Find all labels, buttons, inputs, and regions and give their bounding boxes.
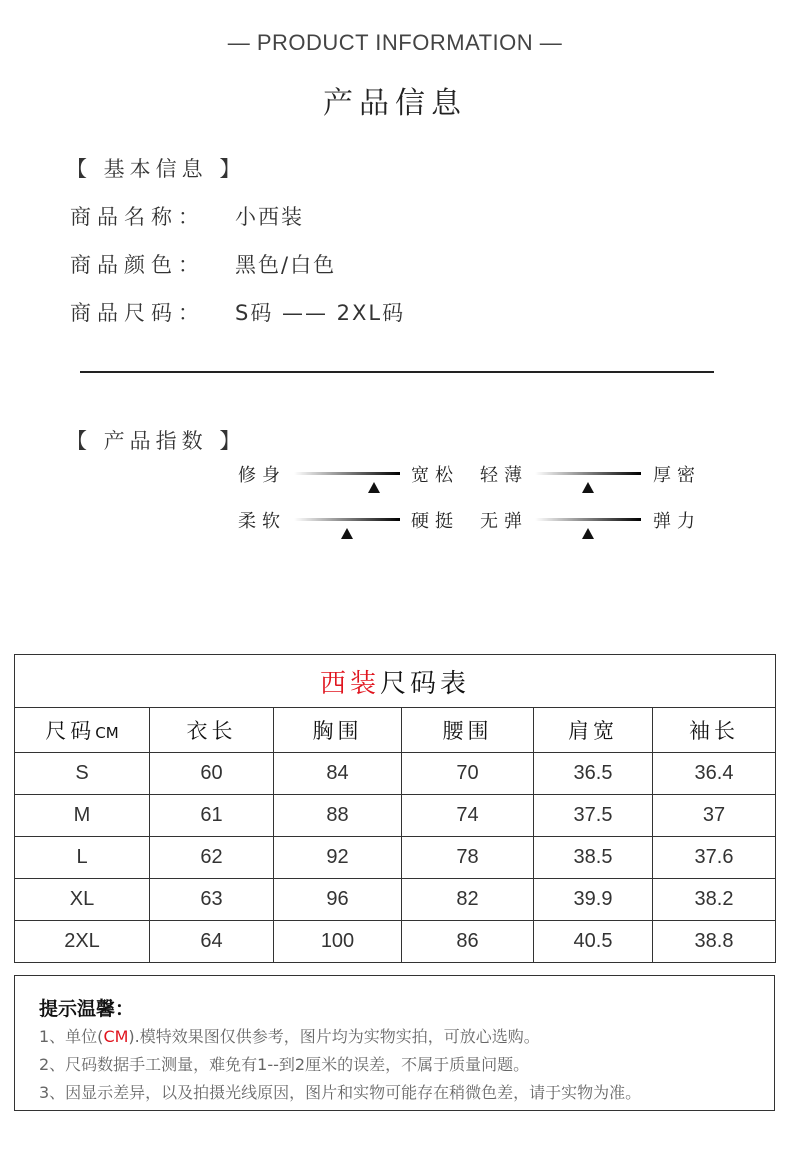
info-label: 商品颜色： [70, 253, 205, 277]
table-cell: M [15, 795, 150, 837]
scale-left-label: 修身 [238, 465, 286, 486]
info-row-name [70, 201, 304, 231]
column-header-waist: 腰围 [402, 708, 534, 753]
size-chart-title [15, 655, 776, 708]
info-label: 商品尺码： [70, 301, 205, 325]
table-cell: 38.2 [653, 879, 776, 921]
chinese-heading: 产品信息 [323, 86, 467, 121]
scale-marker-icon [582, 482, 594, 493]
table-cell: 74 [402, 795, 534, 837]
scale-bar [535, 518, 641, 521]
table-cell: 36.5 [534, 753, 653, 795]
scale-left-label: 轻薄 [480, 465, 528, 486]
index-scale-elasticity [535, 518, 641, 524]
table-cell: 38.8 [653, 921, 776, 963]
table-cell: 88 [274, 795, 402, 837]
info-value: S码 —— 2XL码 [235, 301, 406, 325]
table-cell: 40.5 [534, 921, 653, 963]
index-scale-thickness [535, 472, 641, 478]
section-divider [80, 371, 714, 373]
info-row-size [70, 297, 405, 327]
table-cell: 38.5 [534, 837, 653, 879]
size-chart-table [14, 654, 776, 963]
table-row [15, 921, 776, 963]
column-header-sleeve: 袖长 [653, 708, 776, 753]
table-cell: 60 [150, 753, 274, 795]
table-cell: 37.6 [653, 837, 776, 879]
table-cell: 92 [274, 837, 402, 879]
tips-unit: CM [103, 1027, 129, 1046]
table-cell: 82 [402, 879, 534, 921]
table-row [15, 837, 776, 879]
scale-marker-icon [582, 528, 594, 539]
table-cell: 62 [150, 837, 274, 879]
scale-bar [294, 472, 400, 475]
table-cell: 64 [150, 921, 274, 963]
scale-marker-icon [341, 528, 353, 539]
scale-right-label: 弹力 [653, 511, 701, 532]
tips-title: 提示温馨： [39, 998, 135, 1020]
table-cell: 36.4 [653, 753, 776, 795]
table-cell: 86 [402, 921, 534, 963]
table-row [15, 795, 776, 837]
column-header-length: 衣长 [150, 708, 274, 753]
table-cell: 70 [402, 753, 534, 795]
scale-marker-icon [368, 482, 380, 493]
tips-line-1: 1、单位(CM).模特效果图仅供参考，图片均为实物实拍，可放心选购。 [39, 1027, 540, 1046]
table-cell: 96 [274, 879, 402, 921]
tips-box [14, 975, 775, 1111]
tips-line-2: 2、尺码数据手工测量，难免有1--到2厘米的误差，不属于质量问题。 [39, 1055, 530, 1074]
basic-info-heading: 【 基本信息 】 [66, 157, 246, 181]
column-header-size: 尺码CM [15, 708, 150, 753]
table-cell: S [15, 753, 150, 795]
scale-left-label: 无弹 [480, 511, 528, 532]
product-index-heading: 【 产品指数 】 [66, 429, 246, 453]
scale-right-label: 宽松 [411, 465, 459, 486]
info-value: 黑色/白色 [235, 253, 337, 277]
index-scale-fit [294, 472, 400, 478]
scale-bar [294, 518, 400, 521]
unit-label: CM [95, 724, 119, 742]
table-cell: 78 [402, 837, 534, 879]
column-header-chest: 胸围 [274, 708, 402, 753]
table-cell: 39.9 [534, 879, 653, 921]
tips-line-3: 3、因显示差异，以及拍摄光线原因，图片和实物可能存在稍微色差，请于实物为准。 [39, 1083, 642, 1102]
scale-right-label: 硬挺 [411, 511, 459, 532]
table-cell: 2XL [15, 921, 150, 963]
table-cell: 61 [150, 795, 274, 837]
info-label: 商品名称： [70, 205, 205, 229]
info-row-color [70, 249, 336, 279]
scale-right-label: 厚密 [653, 465, 701, 486]
scale-left-label: 柔软 [238, 511, 286, 532]
size-chart-title-red: 西装 [319, 668, 380, 699]
column-header-shoulder: 肩宽 [534, 708, 653, 753]
scale-bar [535, 472, 641, 475]
english-heading: — PRODUCT INFORMATION — [227, 30, 563, 55]
table-row [15, 753, 776, 795]
table-cell: 63 [150, 879, 274, 921]
index-scale-softness [294, 518, 400, 524]
info-value: 小西装 [235, 205, 304, 229]
table-cell: 100 [274, 921, 402, 963]
size-chart-title-black: 尺码表 [380, 668, 471, 699]
table-cell: 84 [274, 753, 402, 795]
table-cell: 37.5 [534, 795, 653, 837]
table-row [15, 879, 776, 921]
table-cell: XL [15, 879, 150, 921]
table-cell: L [15, 837, 150, 879]
table-cell: 37 [653, 795, 776, 837]
